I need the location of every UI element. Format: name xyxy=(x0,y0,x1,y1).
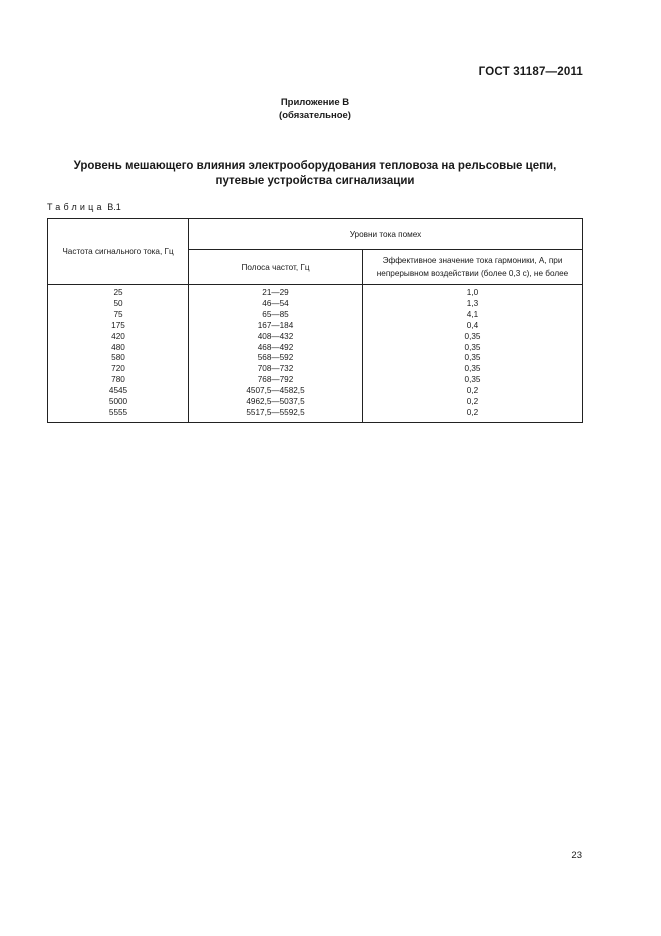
cell-frequency-band: 167—184 xyxy=(189,321,363,332)
cell-frequency-band: 408—432 xyxy=(189,332,363,343)
cell-effective-current: 0,35 xyxy=(363,343,583,354)
section-title-line-1: Уровень мешающего влияния электрооборудования тепловоза на рельсовые цепи, xyxy=(73,160,557,172)
appendix-title: Приложение В xyxy=(280,97,350,108)
cell-effective-current: 0,35 xyxy=(363,332,583,343)
section-title xyxy=(0,159,630,189)
cell-frequency: 175 xyxy=(48,321,189,332)
table-caption xyxy=(47,202,121,212)
cell-frequency-band: 468—492 xyxy=(189,343,363,354)
cell-frequency: 4545 xyxy=(48,386,189,397)
cell-frequency-band: 568—592 xyxy=(189,353,363,364)
cell-frequency: 75 xyxy=(48,310,189,321)
cell-effective-current: 0,4 xyxy=(363,321,583,332)
cell-frequency: 25 xyxy=(48,285,189,299)
header-effective-current: Эффективное значение тока гармоники, А, при непрерывном воздействии (более 0,3 с), не более xyxy=(363,250,583,285)
cell-effective-current: 4,1 xyxy=(363,310,583,321)
table-caption-number: В.1 xyxy=(107,202,121,212)
table-row xyxy=(48,364,583,375)
table-row xyxy=(48,310,583,321)
table-row xyxy=(48,285,583,299)
cell-effective-current: 1,0 xyxy=(363,285,583,299)
cell-frequency-band: 65—85 xyxy=(189,310,363,321)
table-row xyxy=(48,375,583,386)
cell-effective-current: 0,35 xyxy=(363,375,583,386)
cell-effective-current: 0,2 xyxy=(363,397,583,408)
interference-levels-table xyxy=(47,218,583,423)
cell-frequency: 5555 xyxy=(48,408,189,422)
table-row xyxy=(48,299,583,310)
cell-frequency: 580 xyxy=(48,353,189,364)
header-interference-levels: Уровни тока помех xyxy=(189,219,583,250)
cell-frequency: 480 xyxy=(48,343,189,354)
table-row xyxy=(48,397,583,408)
cell-frequency-band: 21—29 xyxy=(189,285,363,299)
appendix-heading xyxy=(0,96,630,122)
cell-frequency-band: 5517,5—5592,5 xyxy=(189,408,363,422)
cell-frequency-band: 4507,5—4582,5 xyxy=(189,386,363,397)
cell-effective-current: 0,2 xyxy=(363,386,583,397)
cell-effective-current: 0,35 xyxy=(363,353,583,364)
table-caption-word: Таблица xyxy=(47,202,105,212)
table-body xyxy=(48,285,583,423)
cell-frequency-band: 708—732 xyxy=(189,364,363,375)
table-row xyxy=(48,386,583,397)
cell-frequency: 720 xyxy=(48,364,189,375)
cell-frequency: 780 xyxy=(48,375,189,386)
table-row xyxy=(48,343,583,354)
cell-frequency-band: 46—54 xyxy=(189,299,363,310)
table-row xyxy=(48,321,583,332)
table-row xyxy=(48,353,583,364)
header-frequency-band: Полоса частот, Гц xyxy=(189,250,363,285)
page-number: 23 xyxy=(571,850,582,861)
cell-frequency: 420 xyxy=(48,332,189,343)
appendix-status: (обязательное) xyxy=(279,110,351,121)
cell-effective-current: 0,35 xyxy=(363,364,583,375)
cell-frequency: 50 xyxy=(48,299,189,310)
document-code: ГОСТ 31187—2011 xyxy=(478,66,583,78)
cell-frequency-band: 4962,5—5037,5 xyxy=(189,397,363,408)
cell-effective-current: 1,3 xyxy=(363,299,583,310)
cell-frequency: 5000 xyxy=(48,397,189,408)
table-row xyxy=(48,408,583,422)
header-frequency: Частота сигнального тока, Гц xyxy=(48,219,189,285)
cell-effective-current: 0,2 xyxy=(363,408,583,422)
table-row xyxy=(48,332,583,343)
section-title-line-2: путевые устройства сигнализации xyxy=(215,175,415,187)
cell-frequency-band: 768—792 xyxy=(189,375,363,386)
